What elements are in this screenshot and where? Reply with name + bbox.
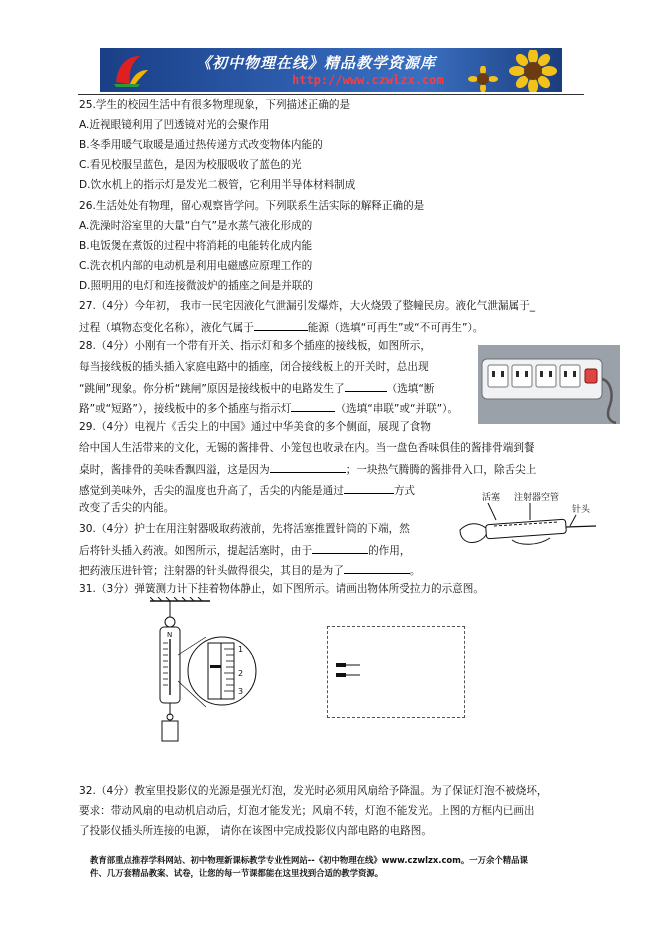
q29-line2: 给中国人生活带来的文化，无锡的酱排骨、小笼包也收录在内。当一盘色香味俱佳的酱排骨端到餐 bbox=[79, 442, 535, 454]
q27-text-b: 能源（选填“可再生”或“不可再生”）。 bbox=[307, 322, 484, 334]
q26-option-a: A.洗澡时浴室里的大量“白气”是水蒸气液化形成的 bbox=[79, 220, 313, 232]
q26-option-d: D.照明用的电灯和连接微波炉的插座之间是并联的 bbox=[79, 280, 313, 292]
header-divider bbox=[78, 94, 584, 95]
q29-blank-1[interactable] bbox=[270, 461, 346, 473]
power-strip-figure bbox=[478, 345, 620, 424]
syringe-figure bbox=[454, 486, 604, 556]
q28-text-a: “跳闸”现象。你分析“跳闸”原因是接线板中的电路发生了 bbox=[79, 383, 345, 395]
q28-text-c: 路”或“短路”），接线板中的多个插座与指示灯 bbox=[79, 403, 292, 415]
q26-option-c: C.洗衣机内部的电动机是利用电磁感应原理工作的 bbox=[79, 260, 313, 272]
q28-blank-2[interactable] bbox=[291, 400, 335, 412]
header-banner bbox=[100, 48, 562, 92]
scale-tick-1: 1 bbox=[238, 645, 244, 654]
q29-blank-2[interactable] bbox=[344, 482, 394, 494]
q27-line2 bbox=[79, 319, 483, 335]
q28-line4 bbox=[79, 400, 458, 416]
q29-line3 bbox=[79, 461, 536, 477]
q25-stem: 25.学生的校园生活中有很多物理现象，下列描述正确的是 bbox=[79, 99, 351, 111]
q29-text-d: 方式 bbox=[393, 485, 416, 497]
q29-line1: 29.（4分）电视片《舌尖上的中国》通过中华美食的多个侧面，展现了食物 bbox=[79, 421, 431, 433]
q29-text-c: 感觉到美味外，舌尖的温度也升高了，舌尖的内能是通过 bbox=[79, 485, 344, 497]
q28-line1: 28.（4分）小刚有一个带有开关、指示灯和多个插座的接线板，如图所示， bbox=[79, 340, 431, 352]
q26-stem: 26.生活处处有物理，留心观察皆学问。下列联系生活实际的解释正确的是 bbox=[79, 200, 425, 212]
q30-blank-1[interactable] bbox=[312, 542, 368, 554]
q32-line3: 了投影仪插头所连接的电源， 请你在该图中完成投影仪内部电路的电路图。 bbox=[79, 825, 432, 837]
q31-line1: 31.（3分）弹簧测力计下挂着物体静止，如下图所示。请画出物体所受拉力的示意图。 bbox=[79, 583, 484, 595]
q32-line1: 32.（4分）教室里投影仪的光源是强光灯泡，发光时必须用风扇给予降温。为了保证灯泡不被烧坏， bbox=[79, 785, 548, 797]
syringe-label-barrel: 注射器空管 bbox=[514, 493, 560, 503]
footer-line-1: 教育部重点推荐学科网站、初中物理新课标教学专业性网站--《初中物理在线》www.czwlzx.com。一万余个精品课 bbox=[90, 855, 528, 865]
q29-line5: 改变了舌尖的内能。 bbox=[79, 502, 175, 514]
q29-text-b: ；一块热气腾腾的酱排骨入口，除舌尖上 bbox=[345, 464, 537, 476]
scale-tick-3: 3 bbox=[238, 687, 244, 696]
q30-line1: 30.（4分）护士在用注射器吸取药液前，先将活塞推置针筒的下端，然 bbox=[79, 523, 410, 535]
q27-text-a: 过程（填物态变化名称），液化气属于 bbox=[79, 322, 254, 334]
q28-text-b: （选填“断 bbox=[386, 383, 435, 395]
sunflower-icon bbox=[508, 50, 558, 92]
banner-url[interactable]: http://www.czwlzx.com bbox=[292, 73, 444, 87]
q29-text-a: 桌时，酱排骨的美味香飘四溢，这是因为 bbox=[79, 464, 270, 476]
scale-unit-label: N bbox=[167, 631, 173, 639]
syringe-label-piston: 活塞 bbox=[482, 493, 501, 503]
q30-text-b: 的作用， bbox=[368, 545, 411, 557]
banner-title: 《初中物理在线》精品教学资源库 bbox=[196, 54, 437, 72]
syringe-label-needle: 针头 bbox=[572, 505, 591, 515]
site-logo-icon bbox=[110, 52, 150, 88]
q30-text-a: 后将针头插入药液。如图所示，提起活塞时，由于 bbox=[79, 545, 313, 557]
q25-option-c: C.看见校服呈蓝色，是因为校服吸收了蓝色的光 bbox=[79, 159, 302, 171]
q29-line4 bbox=[79, 482, 415, 498]
q25-option-a: A.近视眼镜利用了凹透镜对光的会聚作用 bbox=[79, 119, 270, 131]
q30-text-c: 把药液压进针管；注射器的针头做得很尖，其目的是为了 bbox=[79, 565, 344, 577]
spring-scale-figure bbox=[150, 597, 265, 752]
q28-line2: 每当接线板的插头插入家庭电路中的插座，闭合接线板上的开关时，总出现 bbox=[79, 361, 429, 373]
footer-line-2: 件、几万套精品教案、试卷，让您的每一节课都能在这里找到合适的教学资源。 bbox=[90, 868, 384, 878]
circuit-drawing-area[interactable] bbox=[327, 626, 465, 718]
q28-line3 bbox=[79, 380, 434, 396]
q26-option-b: B.电饭煲在煮饭的过程中将消耗的电能转化成内能 bbox=[79, 240, 313, 252]
scale-tick-2: 2 bbox=[238, 669, 244, 678]
q30-text-d: 。 bbox=[409, 565, 421, 577]
q27-blank[interactable] bbox=[254, 319, 308, 331]
power-source-terminals-icon bbox=[328, 627, 464, 717]
q32-line2: 要求：带动风扇的电动机启动后，灯泡才能发光；风扇不转，灯泡不能发光。上图的方框内已画出 bbox=[79, 805, 535, 817]
q30-blank-2[interactable] bbox=[344, 562, 410, 574]
q28-text-d: （选填“串联”或“并联”）。 bbox=[335, 403, 459, 415]
page-footer bbox=[90, 854, 590, 880]
q27-line1: 27.（4分）今年初， 我市一民宅因液化气泄漏引发爆炸，大火烧毁了整幢民房。液化气泄漏属于_ bbox=[79, 300, 535, 312]
q28-blank-1[interactable] bbox=[345, 380, 387, 392]
q25-option-b: B.冬季用暖气取暖是通过热传递方式改变物体内能的 bbox=[79, 139, 323, 151]
q30-line3 bbox=[79, 562, 420, 578]
sunflower-small-icon bbox=[468, 66, 498, 92]
q30-line2 bbox=[79, 542, 410, 558]
q25-option-d: D.饮水机上的指示灯是发光二极管，它利用半导体材料制成 bbox=[79, 179, 356, 191]
